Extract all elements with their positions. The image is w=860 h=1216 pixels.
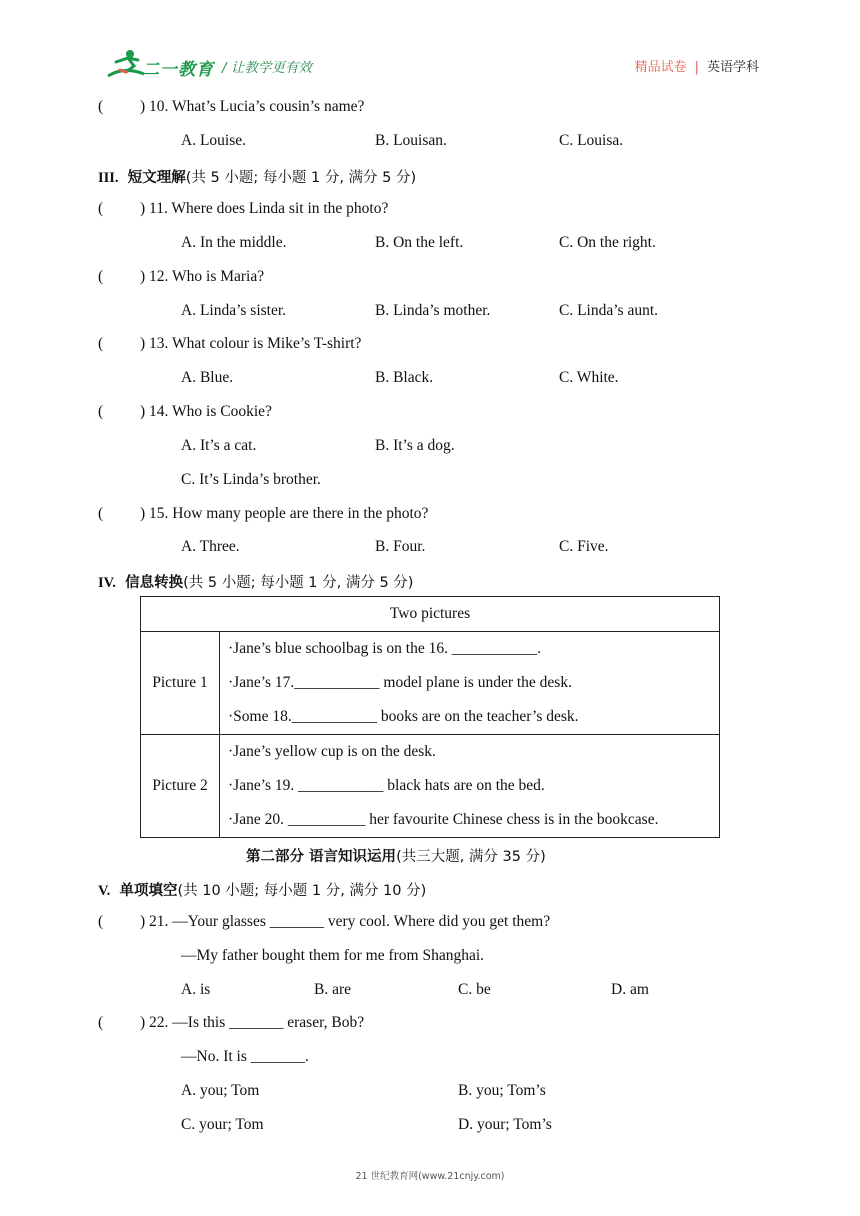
q10-option-b: B. Louisan. [375, 132, 447, 149]
section-5-title: 单项填空 [119, 883, 178, 899]
picture-2-label: Picture 2 [141, 735, 220, 838]
q14-option-a: A. It’s a cat. [181, 437, 257, 454]
picture-2-lines [220, 735, 720, 838]
table-line-19: ·Jane’s 19. ___________ black hats are on the bed. [228, 777, 545, 794]
section-3-num: III. [98, 170, 119, 186]
q14-option-c: C. It’s Linda’s brother. [181, 471, 321, 488]
q21-stem: ) 21. —Your glasses _______ very cool. Where did you get them? [140, 913, 551, 930]
q21-reply: —My father bought them for me from Shanghai. [181, 947, 485, 964]
q14-option-b: B. It’s a dog. [375, 437, 455, 454]
info-table [140, 596, 720, 838]
section-5-rule: (共 10 小题; 每小题 1 分, 满分 10 分) [177, 883, 427, 899]
q21-option-a: A. is [181, 981, 211, 998]
header-tags [635, 56, 759, 75]
section-5-num: V. [98, 883, 111, 899]
section-5-heading [98, 879, 426, 900]
q13-option-b: B. Black. [375, 369, 434, 386]
section-4-title: 信息转换 [125, 575, 184, 591]
footer-source: 21 世纪教育网(www.21cnjy.com) [355, 1171, 505, 1182]
q13-paren: ( [98, 335, 104, 352]
q22-option-c: C. your; Tom [181, 1116, 264, 1133]
q22-stem: ) 22. —Is this _______ eraser, Bob? [140, 1014, 365, 1031]
q11-option-a: A. In the middle. [181, 234, 287, 251]
q22-reply: —No. It is _______. [181, 1048, 309, 1065]
part-2-heading [246, 845, 546, 866]
q12-paren: ( [98, 268, 104, 285]
q15-option-a: A. Three. [181, 538, 240, 555]
picture-1-label: Picture 1 [141, 632, 220, 735]
q12-option-b: B. Linda’s mother. [375, 302, 491, 319]
q21-paren: ( [98, 913, 104, 930]
part-2-title: 第二部分 语言知识运用 [246, 849, 397, 865]
section-4-num: IV. [98, 575, 116, 591]
table-line-17: ·Jane’s 17.___________ model plane is under the desk. [228, 674, 572, 691]
q13-option-c: C. White. [559, 369, 619, 386]
q14-stem: ) 14. Who is Cookie? [140, 403, 272, 420]
q10-stem: ) 10. What’s Lucia’s cousin’s name? [140, 98, 365, 115]
slogan: / 让教学更有效 [222, 60, 312, 76]
section-3-heading [98, 166, 416, 187]
table-title: Two pictures [141, 597, 720, 632]
tag-quality: 精品试卷 [634, 60, 687, 75]
q12-option-a: A. Linda’s sister. [181, 302, 287, 319]
q22-option-a: A. you; Tom [181, 1082, 260, 1099]
q15-paren: ( [98, 505, 104, 522]
table-line-16: ·Jane’s blue schoolbag is on the 16. ___________. [228, 640, 541, 657]
q21-option-d: D. am [611, 981, 649, 998]
q22-option-d: D. your; Tom’s [458, 1116, 552, 1133]
q13-option-a: A. Blue. [181, 369, 234, 386]
section-3-rule: (共 5 小题; 每小题 1 分, 满分 5 分) [185, 170, 417, 186]
section-4-heading [98, 571, 413, 592]
tag-separator: | [694, 60, 699, 75]
q21-option-b: B. are [314, 981, 352, 998]
q11-option-c: C. On the right. [559, 234, 656, 251]
logo-text: 二一教育 [142, 60, 214, 80]
part-2-rule: (共三大题, 满分 35 分) [396, 849, 546, 865]
q13-stem: ) 13. What colour is Mike’s T-shirt? [140, 335, 362, 352]
tag-subject: 英语学科 [706, 60, 759, 75]
table-line-cup: ·Jane’s yellow cup is on the desk. [228, 743, 436, 760]
q12-stem: ) 12. Who is Maria? [140, 268, 265, 285]
section-4-rule: (共 5 小题; 每小题 1 分, 满分 5 分) [183, 575, 414, 591]
q10-option-c: C. Louisa. [559, 132, 624, 149]
table-line-18: ·Some 18.___________ books are on the teacher’s desk. [228, 708, 579, 725]
q15-stem: ) 15. How many people are there in the photo? [140, 505, 429, 522]
section-3-title: 短文理解 [127, 170, 186, 186]
q21-option-c: C. be [458, 981, 491, 998]
q10-paren: ( [98, 98, 104, 115]
q11-stem: ) 11. Where does Linda sit in the photo? [140, 200, 389, 217]
q10-option-a: A. Louise. [181, 132, 247, 149]
picture-1-lines [220, 632, 720, 735]
q12-option-c: C. Linda’s aunt. [559, 302, 659, 319]
q15-option-b: B. Four. [375, 538, 426, 555]
q22-paren: ( [98, 1014, 104, 1031]
q11-paren: ( [98, 200, 104, 217]
table-line-20: ·Jane 20. __________ her favourite Chinese chess is in the bookcase. [228, 811, 659, 828]
q14-paren: ( [98, 403, 104, 420]
q22-option-b: B. you; Tom’s [458, 1082, 546, 1099]
q11-option-b: B. On the left. [375, 234, 464, 251]
q15-option-c: C. Five. [559, 538, 609, 555]
